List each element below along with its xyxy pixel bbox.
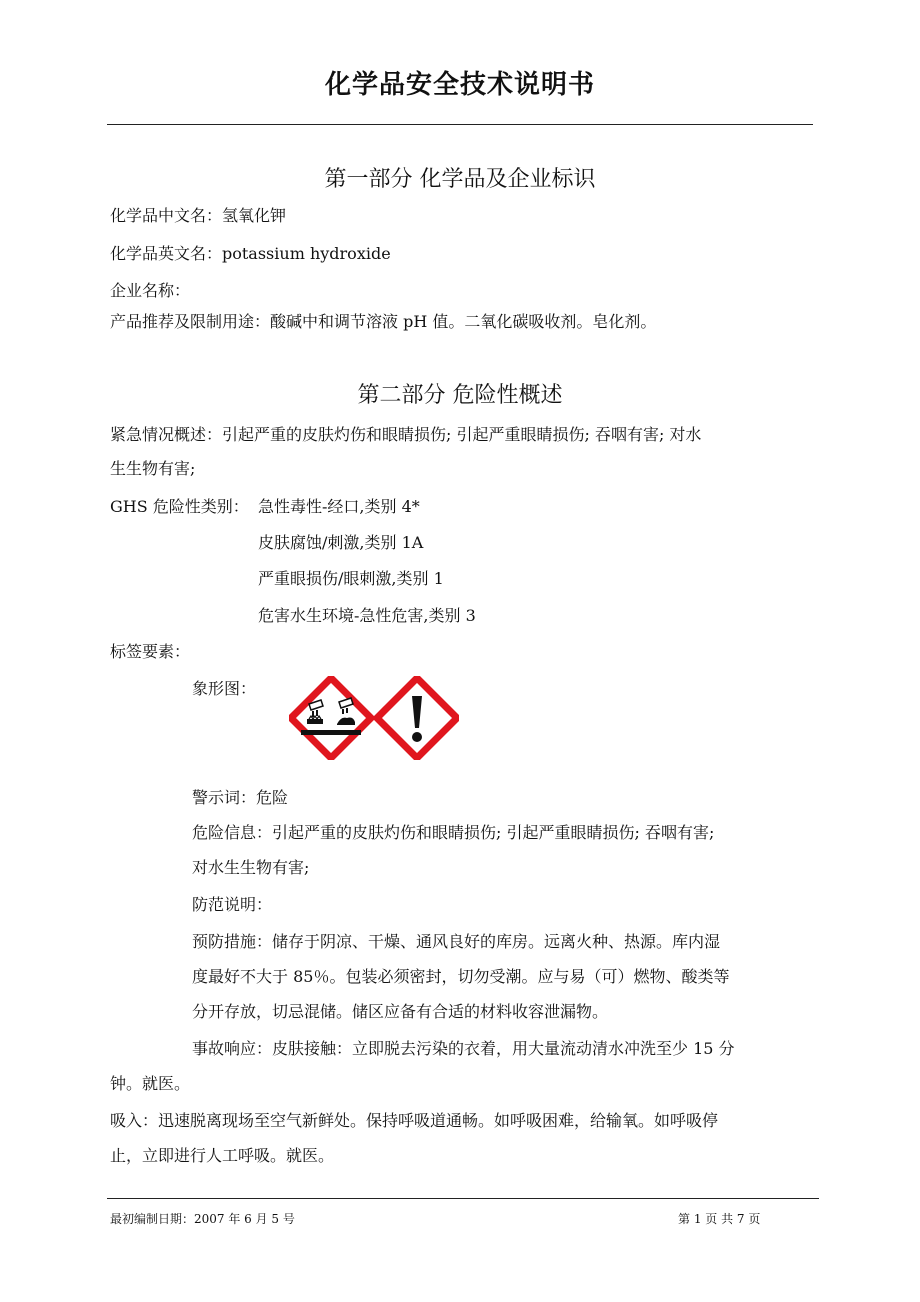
exclamation-mark-icon <box>377 678 457 758</box>
precaution-heading: 防范说明： <box>192 895 273 914</box>
prevention-line2: 度最好不大于 85％。包装必须密封，切勿受潮。应与易（可）燃物、酸类等 <box>192 967 730 986</box>
chemical-en-name: 化学品英文名：potassium hydroxide <box>110 244 391 263</box>
emergency-overview-line2: 生生物有害; <box>110 459 196 478</box>
response-line1: 事故响应：皮肤接触：立即脱去污染的衣着，用大量流动清水冲洗至少 15 分 <box>192 1039 735 1058</box>
ghs-category-item: 皮肤腐蚀/刺激,类别 1A <box>258 533 424 552</box>
ghs-category-item: 严重眼损伤/眼刺激,类别 1 <box>258 569 444 588</box>
corrosion-icon <box>291 678 371 758</box>
section2-heading: 第二部分 危险性概述 <box>357 383 563 408</box>
ghs-pictograms <box>289 676 459 760</box>
hazard-info-line1: 危险信息：引起严重的皮肤灼伤和眼睛损伤; 引起严重眼睛损伤; 吞咽有害; <box>192 823 715 842</box>
chemical-cn-name: 化学品中文名：氢氧化钾 <box>110 206 287 225</box>
ghs-category-item: 急性毒性-经口,类别 4* <box>258 497 420 516</box>
footer-date: 最初编制日期：2007 年 6 月 5 号 <box>110 1212 295 1226</box>
footer-page-number: 第 1 页 共 7 页 <box>678 1212 761 1226</box>
title-divider <box>107 124 813 125</box>
section1-heading: 第一部分 化学品及企业标识 <box>324 167 596 192</box>
pictogram-label: 象形图： <box>192 679 257 698</box>
company-name: 企业名称： <box>110 281 191 300</box>
inhalation-line1: 吸入：迅速脱离现场至空气新鲜处。保持呼吸道通畅。如呼吸困难，给输氧。如呼吸停 <box>110 1111 719 1130</box>
footer-divider <box>107 1198 819 1199</box>
ghs-category-item: 危害水生环境-急性危害,类别 3 <box>258 606 476 625</box>
inhalation-line2: 止，立即进行人工呼吸。就医。 <box>110 1146 335 1165</box>
document-title: 化学品安全技术说明书 <box>324 70 595 100</box>
emergency-overview-line1: 紧急情况概述：引起严重的皮肤灼伤和眼睛损伤; 引起严重眼睛损伤; 吞咽有害; 对水 <box>110 425 702 444</box>
ghs-category-label: GHS 危险性类别： <box>110 497 249 516</box>
signal-word: 警示词：危险 <box>192 788 289 807</box>
product-usage: 产品推荐及限制用途：酸碱中和调节溶液 pH 值。二氧化碳吸收剂。皂化剂。 <box>110 312 657 331</box>
prevention-line3: 分开存放，切忌混储。储区应备有合适的材料收容泄漏物。 <box>192 1002 609 1021</box>
label-elements-heading: 标签要素： <box>110 642 191 661</box>
response-line2: 钟。就医。 <box>110 1074 191 1093</box>
prevention-line1: 预防措施：储存于阴凉、干燥、通风良好的库房。远离火种、热源。库内湿 <box>192 932 721 951</box>
hazard-info-line2: 对水生生物有害; <box>192 858 310 877</box>
